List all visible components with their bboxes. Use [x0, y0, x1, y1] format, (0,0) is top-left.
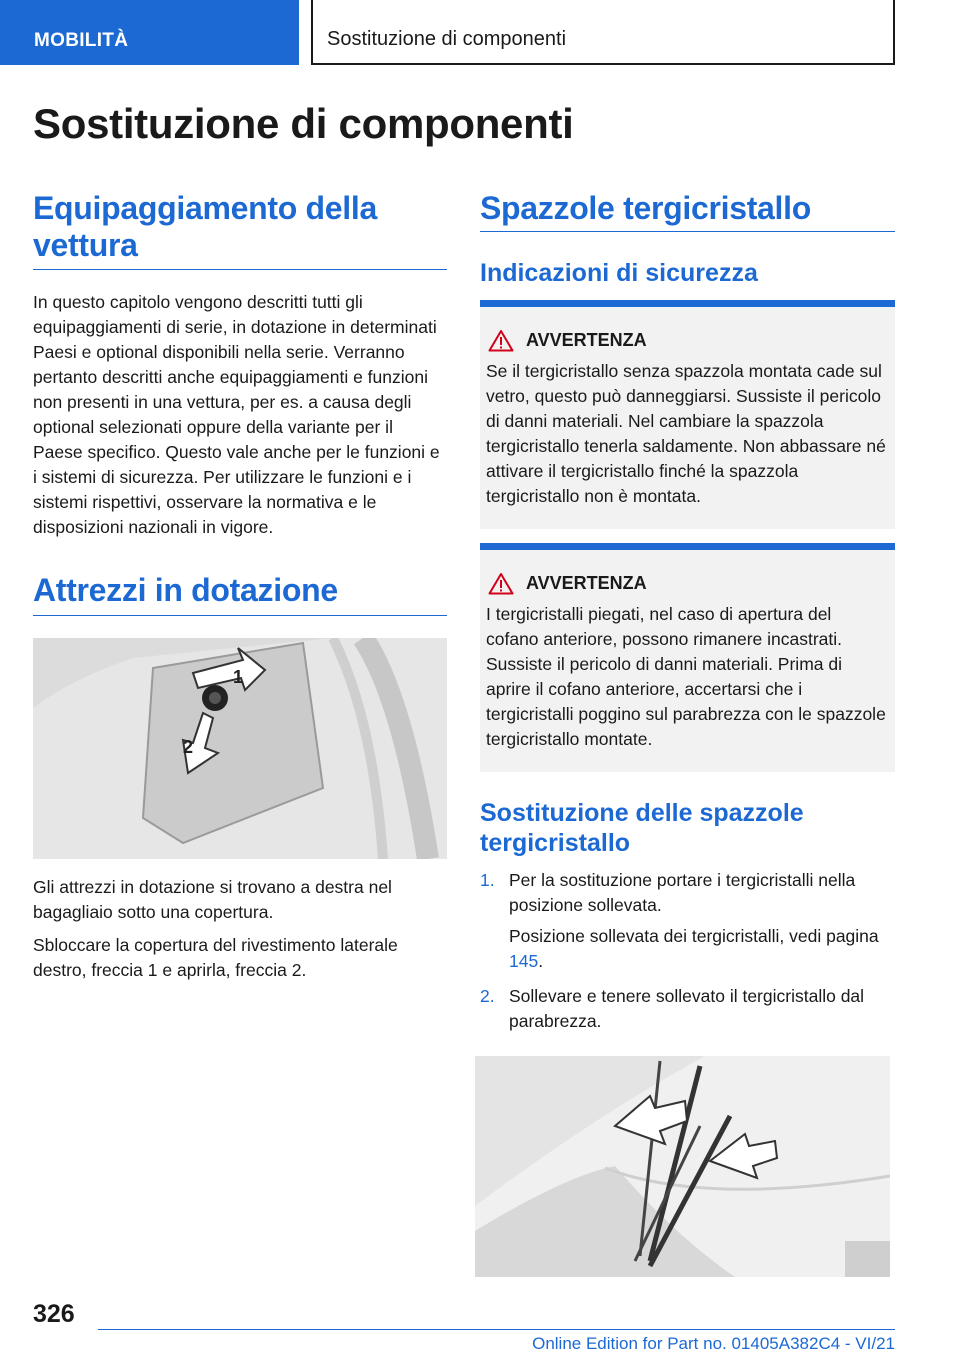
page-title: Sostituzione di componenti [33, 100, 574, 147]
chapter-header: Sostituzione di componenti [311, 0, 895, 65]
equipment-heading: Equipaggiamento della vettura [33, 190, 447, 270]
arrow-label-2: 2 [183, 737, 194, 757]
arrow-label-1: 1 [233, 667, 244, 687]
section-tab: MOBILITÀ [0, 0, 299, 65]
warning-text: Se il tergicristallo senza spazzola montata cade sul vetro, questo può danneggiarsi. Sussiste il pericolo di danni materiali. Nel cambiare la spazzola tergicristallo tenerla saldamente. Non abbassare né attivare il tergicristallo finché la spazzola tergicristallo non è montata. [486, 361, 886, 506]
step-subtext: Posizione sollevata dei tergicristalli, vedi pagina 145. [509, 926, 879, 971]
right-column [480, 190, 895, 1277]
page-number: 326 [33, 1300, 75, 1328]
step-number: 2. [480, 986, 495, 1006]
step-number: 1. [480, 870, 495, 890]
safety-heading: Indicazioni di sicurezza [480, 259, 758, 287]
wipers-illustration [475, 1056, 890, 1277]
step-text: Per la sostituzione portare i tergicristalli nella posizione sollevata. [509, 870, 856, 915]
warning-triangle-icon [488, 329, 514, 352]
equipment-text: In questo capitolo vengono descritti tutti gli equipaggiamenti di serie, in dotazione in determinati Paesi e optional disponibili nella serie. Verranno pertanto descritti anche equipaggiamenti e funzioni non presenti in una vettura, per es. a causa degli optional selezionati oppure della variante per il Paese specifico. Questo vale anche per le funzioni e i sistemi di sicurezza. Per utilizzare le funzioni e i sistemi rispettivi, osservare la normativa e le disposizioni nazionali in vigore. [33, 292, 440, 537]
step-item [480, 868, 895, 974]
footer-divider [98, 1329, 895, 1330]
left-column [33, 190, 447, 983]
warning-title: AVVERTENZA [526, 330, 647, 350]
warning-title: AVVERTENZA [526, 573, 647, 593]
page-link[interactable]: 145 [509, 951, 539, 971]
warning-triangle-icon [488, 572, 514, 595]
tools-heading: Attrezzi in dotazione [33, 572, 447, 616]
tools-location-text: Gli attrezzi in dotazione si trovano a destra nel bagagliaio sotto una copertura. [33, 877, 392, 922]
warning-box [480, 543, 895, 772]
wipers-heading: Spazzole tergicristallo [480, 190, 895, 232]
tools-open-text: Sbloccare la copertura del rivestimento laterale destro, freccia 1 e aprirla, freccia 2. [33, 935, 398, 980]
edition-note: Online Edition for Part no. 01405A382C4 - VI/21 [532, 1334, 895, 1353]
step-text: Sollevare e tenere sollevato il tergicristallo dal parabrezza. [509, 986, 865, 1031]
step-item [480, 984, 895, 1034]
replace-heading: Sostituzione delle spazzole tergicristallo [480, 799, 804, 857]
trunk-cover-drawing [33, 638, 447, 859]
windshield-wipers-drawing [475, 1056, 890, 1277]
warning-text: I tergicristalli piegati, nel caso di apertura del cofano anteriore, possono rimanere incastrati. Sussiste il pericolo di danni materiali. Prima di aprire il cofano anteriore, accertarsi che i tergicristalli poggino sul parabrezza con le spazzole tergicristallo montate. [486, 604, 886, 749]
tools-illustration [33, 638, 447, 859]
warning-box [480, 300, 895, 529]
